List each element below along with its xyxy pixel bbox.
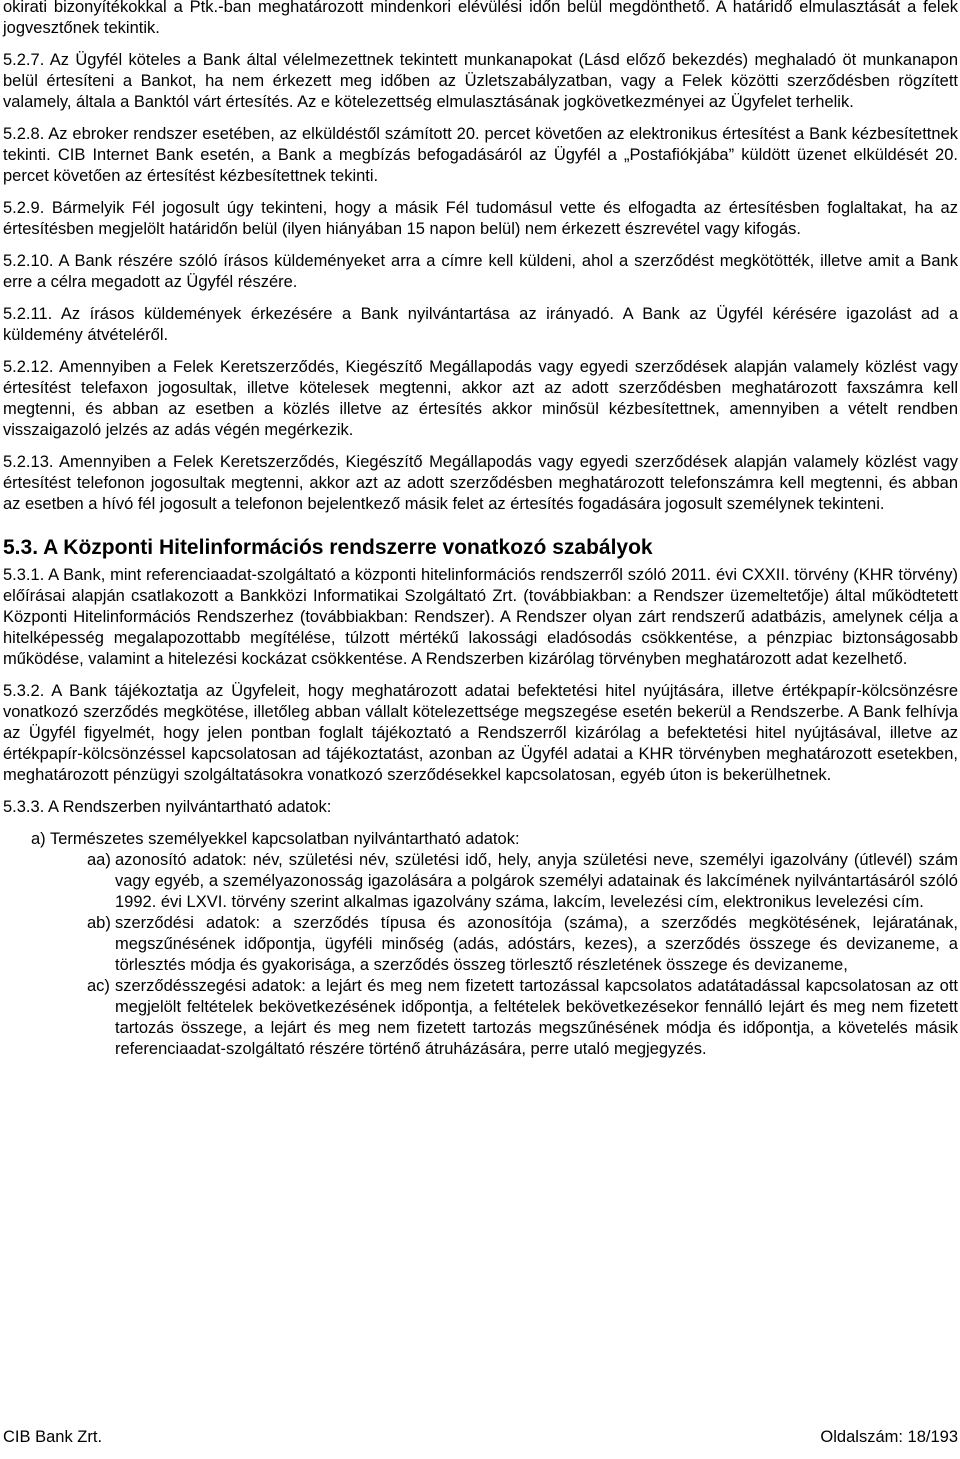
list-natural-persons (3, 829, 958, 1060)
list-text-aa: azonosító adatok: név, születési név, születési idő, hely, anyja születési neve, személyi igazolvány (útlevél) szám vagy egyéb, a személyazonosság igazolására a polgárok személyi adatainak és lakcímének nyilvántartásáról szóló 1992. évi LXVI. törvény szerint alkalmas igazolvány száma, lakcím, levelezési cím, elektronikus levelezési cím. (115, 851, 958, 911)
footer-page-number: Oldalszám: 18/193 (820, 1428, 958, 1446)
list-label-aa: aa) (87, 851, 111, 869)
list-item-aa (87, 850, 958, 913)
paragraph-5-3-1: 5.3.1. A Bank, mint referenciaadat-szolgáltató a központi hitelinformációs rendszerről szóló 2011. évi CXXII. törvény (KHR törvény) előírásai alapján csatlakozott a Bankközi Informatikai Szolgáltató Zrt. (továbbiakban: a Rendszer üzemeltetője) által működtetett Központi Hitelinformációs Rendszerhez (továbbiakban: Rendszer). A Rendszer olyan zárt rendszerű adatbázis, amelynek célja a hitelképesség megalapozottabb megítélése, túlzott mértékű lakossági eladósodás csökkentése, a pénzpiac biztonságosabb működése, valamint a hitelezési kockázat csökkentése. A Rendszerben kizárólag törvényben meghatározott adat kezelhető. (3, 566, 958, 668)
paragraph-intro: okirati bizonyítékokkal a Ptk.-ban meghatározott mindenkori elévülési időn belül megdönthető. A határidő elmulasztását a felek jogvesztőnek tekintik. (3, 0, 958, 37)
list-label-ab: ab) (87, 914, 111, 932)
paragraph-5-2-10: 5.2.10. A Bank részére szóló írásos küldeményeket arra a címre kell küldeni, ahol a szerződést megkötötték, illetve amit a Bank erre a célra megadott az Ügyfél részére. (3, 252, 958, 291)
paragraph-5-3-3: 5.3.3. A Rendszerben nyilvántartható adatok: (3, 798, 332, 816)
list-item-ab (87, 913, 958, 976)
paragraph-5-3-2: 5.3.2. A Bank tájékoztatja az Ügyfeleit, hogy meghatározott adatai befektetési hitel nyújtására, illetve értékpapír-kölcsönzésre vonatkozó szerződés megkötése, illetőleg abban vállalt kötelezettsége megszegése esetén bekerül a Rendszerbe. A Bank felhívja az Ügyfél figyelmét, hogy jelen pontban foglalt tájékoztató a Rendszerről kizárólag a befektetési hitel nyújtásával, illetve az értékpapír-kölcsönzéssel kapcsolatosan ad tájékoztatást, azonban az Ügyfél adatai a KHR törvényben meghatározott esetekben, meghatározott pénzügyi szolgáltatásokra vonatkozó szerződésekkel kapcsolatosan, egyéb úton is bekerülhetnek. (3, 682, 958, 784)
paragraph-5-2-11: 5.2.11. Az írásos küldemények érkezésére a Bank nyilvántartása az irányadó. A Bank az Ügyfél kérésére igazolást ad a küldemény átvételéről. (3, 305, 958, 344)
list-item-ac (87, 976, 958, 1060)
paragraph-5-2-7: 5.2.7. Az Ügyfél köteles a Bank által vélelmezettnek tekintett munkanapokat (Lásd előző bekezdés) meghaladó öt munkanapon belül értesíteni a Bankot, ha nem érkezett meg időben az Üzletszabályzatban, vagy a Felek közötti szerződésben rögzített valamely, általa a Banktól várt értesítés. Az e kötelezettség elmulasztásának jogkövetkezményei az Ügyfelet terhelik. (3, 51, 958, 111)
paragraph-5-2-13: 5.2.13. Amennyiben a Felek Keretszerződés, Kiegészítő Megállapodás vagy egyedi szerződések alapján valamely közlést vagy értesítést telefonon jogosultak megtenni, akkor azt az adott szerződésben meghatározott telefonszámra kell megtenni, és abban az esetben a hívó fél jogosult a telefonon bejelentkező másik felet az értesítés fogadására jogosult személynek tekinteni. (3, 453, 958, 513)
document-page (3, 0, 958, 1060)
paragraph-5-2-8: 5.2.8. Az ebroker rendszer esetében, az elküldéstől számított 20. percet követően az elektronikus értesítést a Bank kézbesítettnek tekinti. CIB Internet Bank esetén, a Bank a megbízás befogadásáról az Ügyfél a „Postafiókjába” küldött üzenet elküldését 20. percet követően az értesítést kézbesítettnek tekinti. (3, 125, 958, 185)
section-heading-5-3: 5.3. A Központi Hitelinformációs rendszerre vonatkozó szabályok (3, 536, 653, 559)
list-text-ac: szerződésszegési adatok: a lejárt és meg nem fizetett tartozással kapcsolatos adatátadással kapcsolatosan az ott megjelölt feltételek bekövetkezésének időpontja, a feltételek bekövetkezésekor fennálló lejárt és meg nem fizetett tartozás összege, a lejárt és meg nem fizetett tartozás megszűnésének módja és időpontja, a követelés másik referenciaadat-szolgáltató részére történő átruházására, perre utaló megjegyzés. (115, 977, 958, 1058)
list-text-ab: szerződési adatok: a szerződés típusa és azonosítója (száma), a szerződés megkötésének, lejáratának, megszűnésének időpontja, ügyféli minőség (adás, adóstárs, kezes), a szerződés összege és devizaneme, a törlesztés módja és gyakorisága, a szerződés összeg törlesztő részletének összege és devizaneme, (115, 914, 958, 974)
paragraph-5-2-9: 5.2.9. Bármelyik Fél jogosult úgy tekinteni, hogy a másik Fél tudomásul vette és elfogadta az értesítésben foglaltakat, ha az értesítésben megjelölt határidőn belül (ilyen hiányában 15 napon belül) nem érkezett észrevétel vagy kifogás. (3, 199, 958, 238)
footer-company: CIB Bank Zrt. (3, 1428, 103, 1446)
paragraph-5-2-12: 5.2.12. Amennyiben a Felek Keretszerződés, Kiegészítő Megállapodás vagy egyedi szerződések alapján valamely közlést vagy értesítést telefaxon jogosultak, illetve kötelesek megtenni, akkor azt az adott szerződésben meghatározott faxszámra kell megtenni, és abban az esetben a közlés illetve az értesítés akkor minősül kézbesítettnek, amennyiben a vételt rendben visszaigazoló jelzés az adás végén megérkezik. (3, 358, 958, 439)
list-item-a: a) Természetes személyekkel kapcsolatban nyilvántartható adatok: (31, 830, 520, 848)
list-label-ac: ac) (87, 977, 110, 995)
